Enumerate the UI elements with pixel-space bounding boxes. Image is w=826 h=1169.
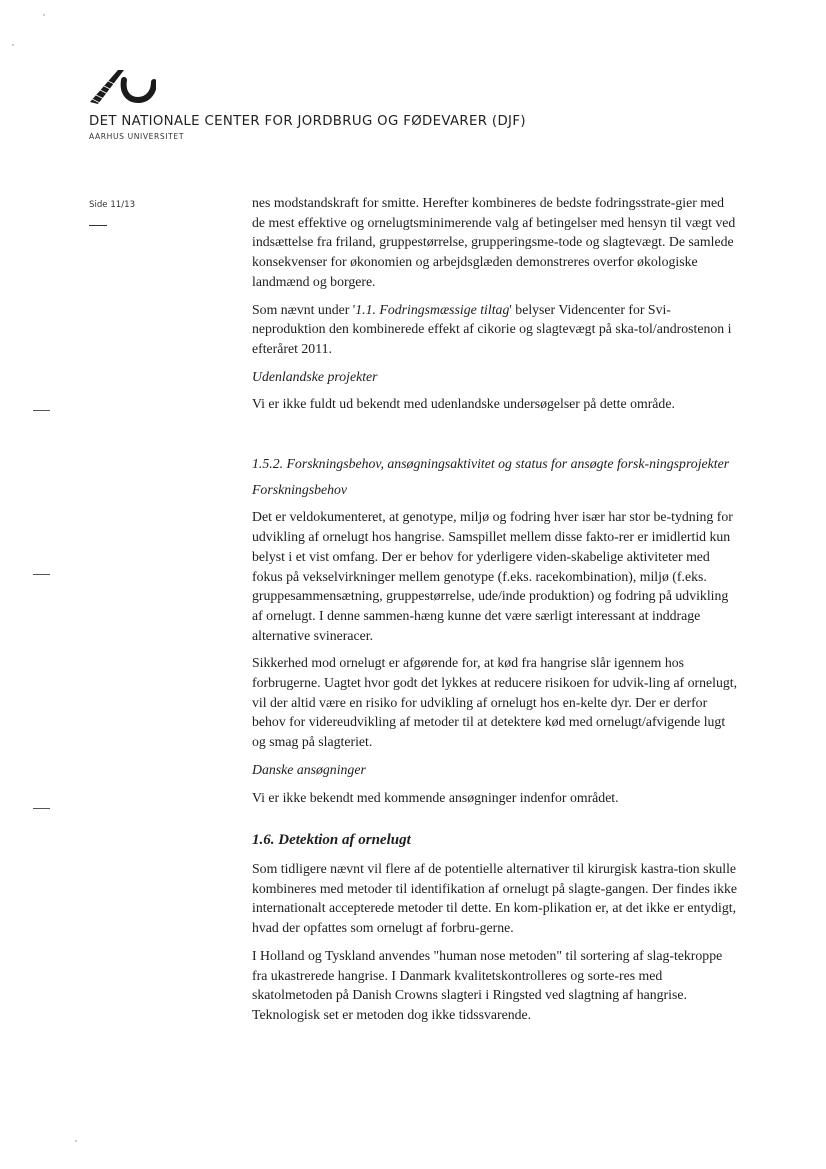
- scan-speck: [43, 14, 45, 16]
- aarhus-university-logo-icon: [88, 66, 156, 106]
- paragraph: [252, 300, 738, 359]
- paragraph: Sikkerhed mod ornelugt er afgørende for, at kød fra hangrise slår igennem hos forbrugerne. Uagtet hvor godt det lykkes at reducere risikoen for udvik-ling af ornelugt, vil der altid være en risiko for udvikling af ornelugt hos en-kelte dyr. Der er derfor behov for videreudvikling af metoder til at detektere kød med ornelugt/afvigende lugt og smag på slagteriet.: [252, 655, 738, 750]
- paragraph: Vi er ikke bekendt med kommende ansøgninger indenfor området.: [252, 789, 619, 805]
- margin-fold-mark: [33, 808, 50, 809]
- section-heading-1-6: 1.6. Detektion af ornelugt: [252, 832, 411, 849]
- page-body: [252, 193, 738, 1033]
- section-heading-1-5-2: 1.5.2. Forskningsbehov, ansøgningsaktivitet og status for ansøgte forsk-ningsprojekter: [252, 456, 730, 472]
- paragraph-text: ' belyser Videncenter for Svi-neproduktion den kombinerede effekt af cikorie og slagtevægt på ska-tol/androstenon i efteråret 2011.: [252, 301, 732, 356]
- margin-fold-mark: [33, 410, 50, 411]
- paragraph-text: Som nævnt under ': [252, 301, 356, 317]
- scan-speck: [12, 44, 14, 46]
- subheading-forskningsbehov: Forskningsbehov: [252, 481, 348, 497]
- scan-speck: [75, 1140, 77, 1142]
- paragraph: Vi er ikke fuldt ud bekendt med udenlandske undersøgelser på dette område.: [252, 396, 675, 412]
- subheading-udenlandske-projekter: Udenlandske projekter: [252, 368, 378, 384]
- paragraph: Det er veldokumenteret, at genotype, miljø og fodring hver især har stor be-tydning for udvikling af ornelugt hos hangrise. Samspillet mellem disse fakto-rer er imidlertid kun belyst i et vist omfang. Der er behov for yderligere viden-skabelige aktiviteter med fokus på vekselvirkninger mellem genotype (f.eks. racekombination), miljø (f.eks. gruppesammensætning, gruppestørrelse, ude/inde produktion) og fodring på udvikling af ornelugt. I denne sammen-hæng kunne det være særligt interessant at inddrage alternative svineracer.: [252, 509, 733, 643]
- page-label-rule: [89, 225, 107, 226]
- page-number-label: Side 11/13: [89, 200, 136, 210]
- margin-fold-mark: [33, 574, 50, 575]
- paragraph: I Holland og Tyskland anvendes "human nose metoden" til sortering af slag-tekroppe fra ukastrerede hangrise. I Danmark kvalitetskontrolleres og sorte-res med skatolmetoden på Danish Crowns slagteri i Ringsted ved slagtning af hangrise. Teknologisk set er metoden dog ikke tidssvarende.: [252, 947, 723, 1022]
- paragraph: nes modstandskraft for smitte. Herefter kombineres de bedste fodringsstrate-gier med de mest effektive og ornelugtsminimerende valg af betingelser med hensyn til vægt ved indsættelse fra friland, gruppestørrelse, grupperingsme-tode og slagtevægt. De samlede konsekvenser for økonomien og arbejdsglæden demonstreres overfor økologiske landmænd og borgere.: [252, 195, 736, 289]
- paragraph: Som tidligere nævnt vil flere af de potentielle alternativer til kirurgisk kastra-tion skulle kombineres med metoder til identifikation af ornelugt på slagte-gangen. Der findes ikke internationalt accepterede metoder til dette. En kom-plikation er, at det ikke er entydigt, hvad der opfattes som ornelugt af forbru-gerne.: [252, 860, 738, 936]
- organization-subtitle: AARHUS UNIVERSITET: [89, 132, 185, 141]
- organization-name: DET NATIONALE CENTER FOR JORDBRUG OG FØDEVARER (DJF): [89, 114, 526, 129]
- section-reference: 1.1. Fodringsmæssige tiltag: [355, 301, 510, 317]
- subheading-danske-ansogninger: Danske ansøgninger: [252, 761, 366, 777]
